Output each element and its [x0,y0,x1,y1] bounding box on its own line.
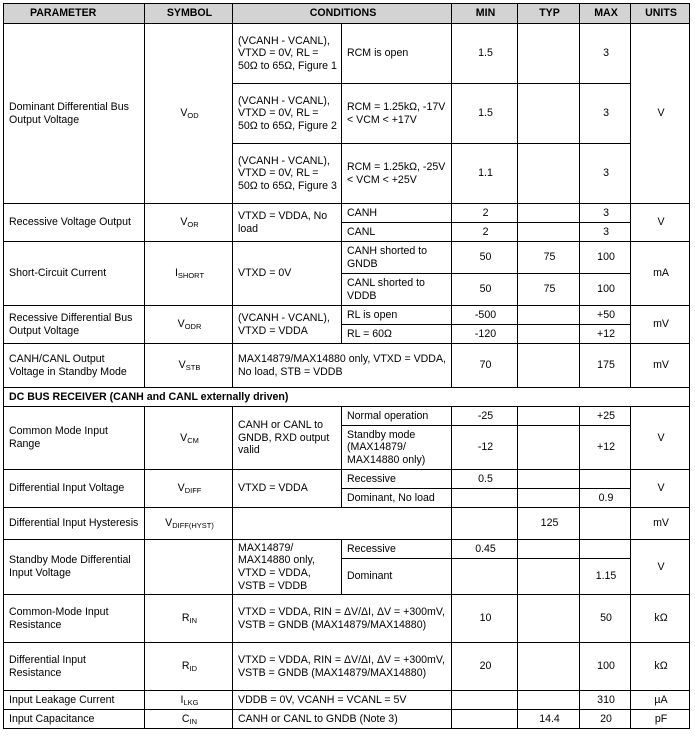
min-cell [452,559,518,595]
condition-cell: Standby mode (MAX14879/ MAX14880 only) [342,426,452,470]
min-cell: -120 [452,325,518,344]
unit-cin: pF [631,710,690,729]
typ-cell [518,84,580,144]
typ-cell [518,144,580,204]
max-cell: 3 [580,24,631,84]
condition-cell: Dominant, No load [342,489,452,508]
condition-cell: VTXD = VDDA, RIN = ΔV/ΔI, ΔV = +300mV, VSTB = GNDB (MAX14879/MAX14880) [233,643,452,691]
typ-cell [518,691,580,710]
min-cell: 1.5 [452,24,518,84]
section-title: DC BUS RECEIVER (CANH and CANL externally driven) [4,388,690,407]
typ-cell [518,24,580,84]
symbol-vstb [145,344,233,388]
symbol-letter: C [181,712,190,725]
typ-cell [518,204,580,223]
table-row [4,691,690,710]
typ-cell [518,559,580,595]
max-cell: 3 [580,223,631,242]
symbol-letter: V [165,517,173,530]
param-vcm: Common Mode Input Range [4,407,145,470]
max-cell: 175 [580,344,631,388]
min-cell: 0.5 [452,470,518,489]
header-units: UNITS [631,4,690,24]
condition-cell: RCM = 1.25kΩ, -17V < VCM < +17V [342,84,452,144]
table-row [4,595,690,643]
unit-vor: V [631,204,690,242]
max-cell: 3 [580,84,631,144]
param-vdiffhyst: Differential Input Hysteresis [4,508,145,540]
min-cell [452,710,518,729]
param-vodr: Recessive Differential Bus Output Voltage [4,306,145,344]
symbol-letter: V [177,318,185,331]
typ-cell [518,595,580,643]
header-symbol: SYMBOL [145,4,233,24]
symbol-sub: ODR [184,322,202,332]
condition-cell: VTXD = VDDA, No load [233,204,342,242]
unit-vstb: mV [631,344,690,388]
max-cell [580,540,631,559]
unit-vcm: V [631,407,690,470]
table-row [4,643,690,691]
condition-cell: CANH [342,204,452,223]
symbol-sub: LKG [183,697,199,707]
condition-cell: Dominant [342,559,452,595]
max-cell [580,470,631,489]
param-vod: Dominant Differential Bus Output Voltage [4,24,145,204]
max-cell: 100 [580,643,631,691]
table-row [4,204,690,223]
param-standby: Standby Mode Differential Input Voltage [4,540,145,595]
max-cell: +25 [580,407,631,426]
unit-vod: V [631,24,690,204]
max-cell: 100 [580,242,631,274]
param-ishort: Short-Circuit Current [4,242,145,306]
symbol-letter: V [180,107,188,120]
table-row [4,306,690,325]
max-cell: 310 [580,691,631,710]
min-cell: -12 [452,426,518,470]
param-rid: Differential Input Resistance [4,643,145,691]
table-row [4,540,690,559]
symbol-sub: IN [189,716,198,726]
condition-cell [233,508,452,540]
table-row [4,24,690,84]
typ-cell [518,470,580,489]
symbol-ishort [145,242,233,306]
header-conditions: CONDITIONS [233,4,452,24]
max-cell: +12 [580,426,631,470]
condition-cell: CANH shorted to GNDB [342,242,452,274]
symbol-letter: V [177,482,185,495]
symbol-sub: IN [189,616,198,626]
max-cell [580,508,631,540]
header-min: MIN [452,4,518,24]
condition-cell: MAX14879/ MAX14880 only, VTXD = VDDA, VSTB = VDDB [233,540,342,595]
table-row [4,407,690,426]
symbol-standby [145,540,233,595]
param-vdiff: Differential Input Voltage [4,470,145,508]
condition-cell: MAX14879/MAX14880 only, VTXD = VDDA, No load, STB = VDDB [233,344,452,388]
max-cell: 20 [580,710,631,729]
symbol-sub: DIFF(HYST) [172,521,214,531]
symbol-sub: OD [187,111,199,121]
symbol-sub: CM [187,435,199,445]
unit-vdiff: V [631,470,690,508]
max-cell: 3 [580,204,631,223]
unit-vodr: mV [631,306,690,344]
typ-cell [518,540,580,559]
typ-cell [518,223,580,242]
symbol-vodr [145,306,233,344]
min-cell [452,508,518,540]
param-ilkg: Input Leakage Current [4,691,145,710]
symbol-sub: DIFF [184,486,202,496]
min-cell [452,691,518,710]
max-cell: +12 [580,325,631,344]
typ-cell [518,306,580,325]
max-cell: 0.9 [580,489,631,508]
header-typ: TYP [518,4,580,24]
condition-cell: VTXD = VDDA [233,470,342,508]
max-cell: 100 [580,274,631,306]
typ-cell: 125 [518,508,580,540]
condition-cell: CANL shorted to VDDB [342,274,452,306]
symbol-sub: ID [189,664,198,674]
table-row [4,344,690,388]
symbol-vdiffhyst [145,508,233,540]
table-row [4,710,690,729]
electrical-characteristics-table [3,3,690,729]
condition-cell: Recessive [342,470,452,489]
symbol-letter: V [180,431,188,444]
max-cell: 1.15 [580,559,631,595]
min-cell: 10 [452,595,518,643]
typ-cell [518,489,580,508]
table-row [4,508,690,540]
table-row [4,242,690,274]
param-vstb: CANH/CANL Output Voltage in Standby Mode [4,344,145,388]
typ-cell [518,407,580,426]
header-parameter: PARAMETER [4,4,145,24]
symbol-ilkg [145,691,233,710]
min-cell: -500 [452,306,518,325]
symbol-letter: R [181,660,190,673]
symbol-sub: OR [187,220,199,230]
min-cell: 2 [452,223,518,242]
symbol-vcm [145,407,233,470]
condition-cell: CANH or CANL to GNDB, RXD output valid [233,407,342,470]
min-cell: 20 [452,643,518,691]
symbol-rin [145,595,233,643]
condition-cell: RL is open [342,306,452,325]
symbol-letter: V [178,359,186,372]
condition-cell: RCM is open [342,24,452,84]
param-cin: Input Capacitance [4,710,145,729]
condition-cell: Normal operation [342,407,452,426]
condition-cell: (VCANH - VCANL), VTXD = VDDA [233,306,342,344]
max-cell: 3 [580,144,631,204]
unit-rin: kΩ [631,595,690,643]
unit-ilkg: µA [631,691,690,710]
condition-cell: (VCANH - VCANL), VTXD = 0V, RL = 50Ω to 65Ω, Figure 3 [233,144,342,204]
table-row [4,470,690,489]
symbol-vod [145,24,233,204]
min-cell: 0.45 [452,540,518,559]
symbol-sub: STB [185,363,201,373]
header-row [4,4,690,24]
param-vor: Recessive Voltage Output [4,204,145,242]
condition-cell: Recessive [342,540,452,559]
max-cell: 50 [580,595,631,643]
symbol-letter: V [180,216,188,229]
symbol-cin [145,710,233,729]
condition-cell: CANH or CANL to GNDB (Note 3) [233,710,452,729]
typ-cell [518,426,580,470]
max-cell: +50 [580,306,631,325]
condition-cell: (VCANH - VCANL), VTXD = 0V, RL = 50Ω to 65Ω, Figure 2 [233,84,342,144]
symbol-letter: I [180,693,184,706]
unit-vdiffhyst: mV [631,508,690,540]
unit-standby: V [631,540,690,595]
min-cell: 1.1 [452,144,518,204]
condition-cell: RL = 60Ω [342,325,452,344]
unit-rid: kΩ [631,643,690,691]
typ-cell [518,325,580,344]
section-row [4,388,690,407]
unit-ishort: mA [631,242,690,306]
condition-cell: RCM = 1.25kΩ, -25V < VCM < +25V [342,144,452,204]
min-cell: 70 [452,344,518,388]
header-max: MAX [580,4,631,24]
symbol-sub: SHORT [177,271,205,281]
symbol-letter: R [181,612,190,625]
min-cell: 50 [452,274,518,306]
min-cell: 2 [452,204,518,223]
condition-cell: CANL [342,223,452,242]
typ-cell: 14.4 [518,710,580,729]
min-cell: 50 [452,242,518,274]
symbol-letter: I [174,267,178,280]
symbol-vor [145,204,233,242]
typ-cell: 75 [518,274,580,306]
symbol-vdiff [145,470,233,508]
condition-cell: (VCANH - VCANL), VTXD = 0V, RL = 50Ω to 65Ω, Figure 1 [233,24,342,84]
param-rin: Common-Mode Input Resistance [4,595,145,643]
condition-cell: VTXD = VDDA, RIN = ΔV/ΔI, ΔV = +300mV, VSTB = GNDB (MAX14879/MAX14880) [233,595,452,643]
symbol-rid [145,643,233,691]
min-cell: 1.5 [452,84,518,144]
condition-cell: VDDB = 0V, VCANH = VCANL = 5V [233,691,452,710]
condition-cell: VTXD = 0V [233,242,342,306]
typ-cell: 75 [518,242,580,274]
min-cell: -25 [452,407,518,426]
typ-cell [518,344,580,388]
min-cell [452,489,518,508]
typ-cell [518,643,580,691]
